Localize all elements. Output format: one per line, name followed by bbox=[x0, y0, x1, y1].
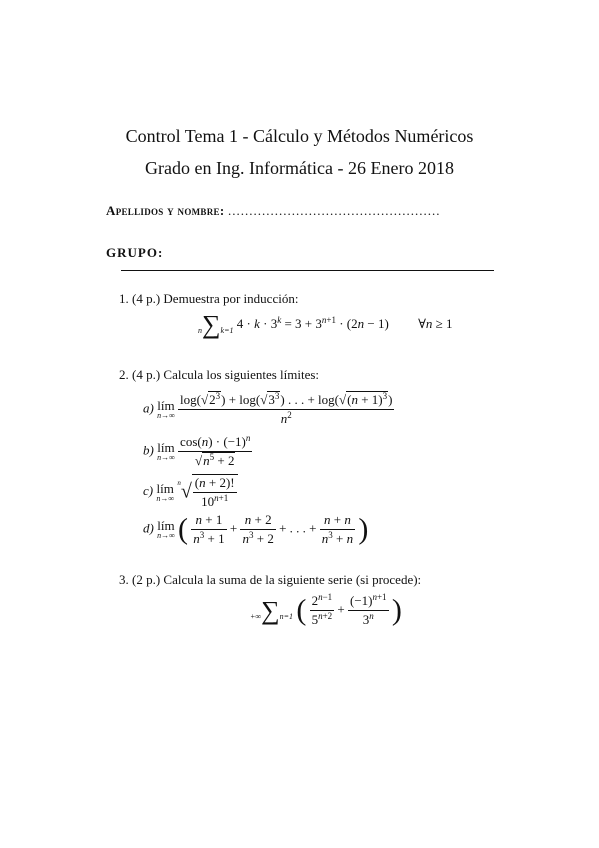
question-2-points: (4 p.) bbox=[132, 367, 161, 382]
limit-a: a) lím n→∞ $\frac{\log(√2^3) + \log(√3^3) . . . + \log(√(n + 1)^3)}{n^2}$ bbox=[143, 391, 393, 426]
question-3-text: Calcula la suma de la siguiente serie (si procede): bbox=[163, 572, 422, 587]
series-formula: +∞∑n=1 ( $\frac{2^{n-1}}{5^{n+2}}$ + $\frac{(-1)^{n+1}}{3^n}$ ) bbox=[250, 592, 402, 627]
limit-b: b) lím n→∞ $\frac{\cos(n) \cdot (-1)^n}{√n^5 + 2}$ bbox=[143, 433, 251, 468]
question-3-number: 3. bbox=[119, 572, 129, 587]
question-1 bbox=[119, 291, 298, 307]
name-label-rest: pellidos y nombre: bbox=[115, 203, 225, 218]
question-1-text: Demuestra por inducción: bbox=[163, 291, 299, 306]
question-3 bbox=[119, 572, 421, 588]
question-1-points: (4 p.) bbox=[132, 291, 161, 306]
lim-operator: lím bbox=[157, 440, 175, 455]
exam-subtitle: Grado en Ing. Informática - 26 Enero 2018 bbox=[145, 158, 454, 178]
lim-subscript: n→∞ bbox=[156, 493, 175, 503]
lim-operator: lím bbox=[156, 480, 174, 496]
group-blank-line[interactable] bbox=[121, 270, 494, 271]
lim-operator: lím bbox=[157, 518, 175, 533]
limit-c: c) lím n→∞ $^n$√ $\frac{(n + 2)!}{10^{n+1}}$ bbox=[143, 474, 238, 510]
name-field-label bbox=[106, 203, 441, 219]
induction-formula: n∑k=1 $4 \cdot k \cdot 3^k = 3 + 3^{n+1} \cdot (2n - 1)$ ∀n ≥ 1 bbox=[198, 310, 453, 339]
limit-d-label: d) bbox=[143, 520, 154, 536]
exam-title: Control Tema 1 - Cálculo y Métodos Numéricos bbox=[125, 126, 474, 146]
question-2-text: Calcula los siguientes límites: bbox=[163, 367, 320, 382]
lim-subscript: n→∞ bbox=[157, 531, 175, 540]
group-field-label: GRUPO: bbox=[106, 245, 164, 260]
question-3-points: (2 p.) bbox=[132, 572, 161, 587]
name-blank[interactable]: .................................................. bbox=[228, 203, 441, 218]
question-1-number: 1. bbox=[119, 291, 129, 306]
question-2 bbox=[119, 367, 319, 383]
limit-d: d) lím n→∞ ( $\frac{n + 1}{n^3 + 1}$ + $\frac{n + 2}{n^3 + 2}$ + . . . + $\frac{n + n}{n^3 + n}$ ) bbox=[143, 512, 369, 546]
lim-subscript: n→∞ bbox=[157, 453, 175, 462]
lim-operator: lím bbox=[157, 398, 175, 413]
limit-b-label: b) bbox=[143, 442, 154, 458]
lim-subscript: n→∞ bbox=[157, 411, 175, 420]
limit-a-label: a) bbox=[143, 400, 154, 416]
name-label-initial: A bbox=[106, 203, 116, 218]
question-2-number: 2. bbox=[119, 367, 129, 382]
limit-c-label: c) bbox=[143, 482, 154, 498]
